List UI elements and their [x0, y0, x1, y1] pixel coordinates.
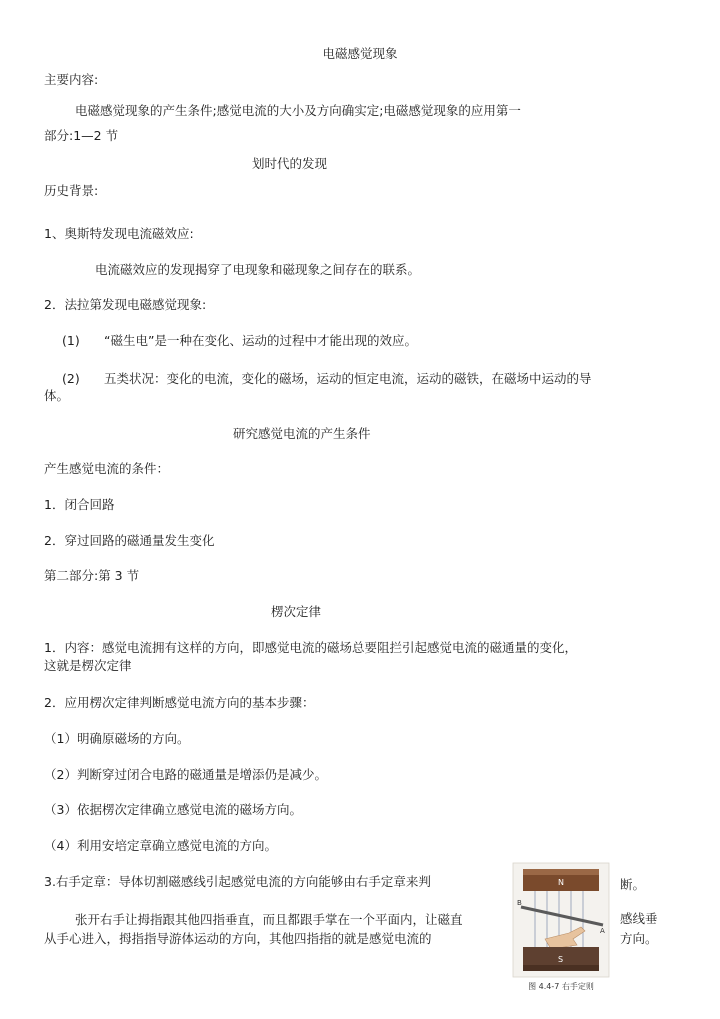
- right-hand-rule-heading-end: 断。: [620, 877, 646, 892]
- right-hand-rule-body-2-end: 方向。: [620, 931, 658, 946]
- lenz-step-2: （2）判断穿过闭合电路的磁通量是增添仍是减少。: [44, 767, 327, 782]
- figure-label-a: A: [600, 927, 605, 935]
- right-hand-rule-body-1: 张开右手让拇指跟其他四指垂直，而且都跟手掌在一个平面内，让磁直: [75, 912, 463, 927]
- item-faraday-sub2-text-cont: 体。: [44, 388, 70, 403]
- condition-2: 2．穿过回路的磁通量发生变化: [44, 533, 215, 548]
- item-faraday-sub1-text: “磁生电”是一种在变化、运动的过程中才能出现的效应。: [104, 333, 417, 348]
- lenz-step-1: （1）明确原磁场的方向。: [44, 731, 190, 746]
- section-title-conditions: 研究感觉电流的产生条件: [233, 426, 371, 441]
- right-hand-rule-body-1-end: 感线垂: [620, 911, 658, 926]
- item-oersted-desc: 电流磁效应的发现揭穿了电现象和磁现象之间存在的联系。: [95, 262, 421, 277]
- lenz-steps-label: 2．应用楞次定律判断感觉电流方向的基本步骤：: [44, 695, 315, 710]
- lenz-step-3: （3）依据楞次定律确立感觉电流的磁场方向。: [44, 802, 302, 817]
- main-content-line-1: 电磁感觉现象的产生条件;感觉电流的大小及方向确实定;电磁感觉现象的应用第一: [75, 103, 521, 118]
- item-oersted: 1、奥斯特发现电流磁效应:: [44, 226, 194, 241]
- right-hand-rule-figure: [511, 861, 611, 999]
- section-title-discovery: 划时代的发现: [252, 156, 328, 171]
- item-faraday-sub1-num: (1): [62, 333, 80, 348]
- lenz-step-4: （4）利用安培定章确立感觉电流的方向。: [44, 838, 277, 853]
- lenz-content-line-1: 1．内容：感觉电流拥有这样的方向，即感觉电流的磁场总要阻拦引起感觉电流的磁通量的变化，: [44, 640, 577, 655]
- main-content-label: 主要内容:: [44, 72, 99, 87]
- right-hand-rule-illustration: [511, 861, 611, 979]
- lenz-content-line-2: 这就是楞次定律: [44, 658, 132, 673]
- right-hand-rule-heading: 3.右手定章：导体切割磁感线引起感觉电流的方向能够由右手定章来判: [44, 874, 431, 889]
- conditions-label: 产生感觉电流的条件：: [44, 461, 170, 476]
- right-hand-rule-body-2: 从手心进入，拇指指导游体运动的方向，其他四指指的就是感觉电流的: [44, 931, 432, 946]
- part2-label: 第二部分:第 3 节: [44, 568, 140, 583]
- page-title: 电磁感觉现象: [322, 46, 398, 61]
- main-content-line-2: 部分:1—2 节: [44, 128, 119, 143]
- figure-caption: 图 4.4-7 右手定则: [528, 982, 594, 991]
- history-label: 历史背景:: [44, 183, 99, 198]
- figure-label-b: B: [517, 899, 522, 907]
- item-faraday-sub2-num: (2): [62, 371, 80, 386]
- condition-1: 1．闭合回路: [44, 497, 115, 512]
- figure-label-s: S: [558, 955, 564, 964]
- item-faraday-sub2-text: 五类状况：变化的电流，变化的磁场，运动的恒定电流，运动的磁铁，在磁场中运动的导: [104, 371, 592, 386]
- section-title-lenz: 楞次定律: [271, 604, 322, 619]
- item-faraday: 2．法拉第发现电磁感觉现象:: [44, 297, 207, 312]
- figure-label-n: N: [558, 878, 564, 887]
